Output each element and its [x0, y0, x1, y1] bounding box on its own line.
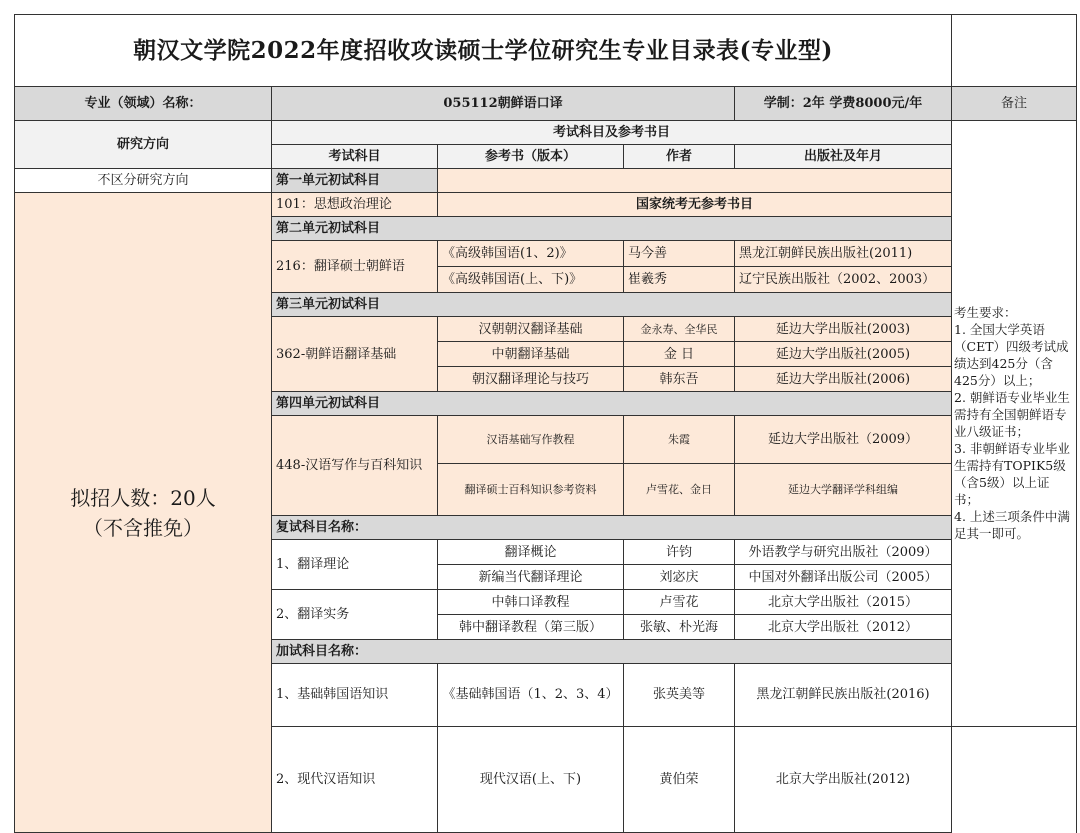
- col-publisher: 出版社及年月: [735, 145, 952, 169]
- additional-subject: 1、基础韩国语知识: [272, 664, 438, 727]
- publisher-cell: 北京大学出版社（2015）: [735, 590, 952, 615]
- enrollment-note: （不含推免）: [83, 515, 203, 540]
- subject-cell: 448-汉语写作与百科知识: [272, 416, 438, 516]
- requirement-item: 4. 上述三项条件中满足其一即可。: [954, 509, 1070, 542]
- publisher-cell: 黑龙江朝鲜民族出版社(2016): [735, 664, 952, 727]
- major-value: 055112朝鲜语口译: [272, 87, 735, 121]
- exam-group-header: 考试科目及参考书目: [272, 121, 952, 145]
- unit-filler: [438, 169, 952, 193]
- subject-cell: 362-朝鲜语翻译基础: [272, 317, 438, 392]
- book-cell: 汉语基础写作教程: [438, 416, 624, 464]
- additional-label: 加试科目名称：: [272, 640, 952, 664]
- requirements-title: 考生要求：: [954, 305, 1017, 321]
- publisher-cell: 延边大学出版社(2005): [735, 342, 952, 367]
- catalog-table: [14, 14, 1077, 833]
- author-cell: 崔羲秀: [624, 267, 735, 293]
- col-author: 作者: [624, 145, 735, 169]
- book-cell: 翻译硕士百科知识参考资料: [438, 464, 624, 516]
- publisher-cell: 延边大学出版社（2009）: [735, 416, 952, 464]
- requirement-item: 3. 非朝鲜语专业毕业生需持有TOPIK5级（含5级）以上证书；: [954, 441, 1070, 508]
- book-cell: 韩中翻译教程（第三版）: [438, 615, 624, 640]
- publisher-cell: 延边大学出版社(2003): [735, 317, 952, 342]
- book-cell: 现代汉语(上、下): [438, 726, 624, 832]
- author-cell: 刘宓庆: [624, 565, 735, 590]
- author-cell: 韩东吾: [624, 367, 735, 392]
- retest-label: 复试科目名称：: [272, 516, 952, 540]
- author-cell: 金永寿、全华民: [624, 317, 735, 342]
- author-cell: 马今善: [624, 241, 735, 267]
- book-cell: 《基础韩国语（1、2、3、4）: [438, 664, 624, 727]
- enrollment-count: 拟招人数：20人: [70, 485, 216, 510]
- direction-header: 研究方向: [15, 121, 272, 169]
- publisher-cell: 延边大学翻译学科组编: [735, 464, 952, 516]
- publisher-cell: 中国对外翻译出版公司（2005）: [735, 565, 952, 590]
- author-cell: 许钧: [624, 540, 735, 565]
- publisher-cell: 辽宁民族出版社（2002、2003）: [735, 267, 952, 293]
- no-reference-note: 国家统考无参考书目: [438, 193, 952, 217]
- book-cell: 《高级韩国语(1、2)》: [438, 241, 624, 267]
- publisher-cell: 黑龙江朝鲜民族出版社(2011): [735, 241, 952, 267]
- book-cell: 新编当代翻译理论: [438, 565, 624, 590]
- col-book: 参考书（版本）: [438, 145, 624, 169]
- subject-cell: 216：翻译硕士朝鲜语: [272, 241, 438, 293]
- direction-value: 不区分研究方向: [15, 169, 272, 193]
- retest-subject: 1、翻译理论: [272, 540, 438, 590]
- enrollment-cell: [15, 193, 272, 833]
- author-cell: 黄伯荣: [624, 726, 735, 832]
- requirement-item: 2. 朝鲜语专业毕业生需持有全国朝鲜语专业八级证书；: [954, 390, 1070, 440]
- remarks-header: 备注: [952, 87, 1077, 121]
- unit-label: 第四单元初试科目: [272, 392, 952, 416]
- author-cell: 张敏、朴光海: [624, 615, 735, 640]
- additional-subject: 2、现代汉语知识: [272, 726, 438, 832]
- author-cell: 卢雪花、金日: [624, 464, 735, 516]
- publisher-cell: 外语教学与研究出版社（2009）: [735, 540, 952, 565]
- unit-label: 第一单元初试科目: [272, 169, 438, 193]
- unit-label: 第二单元初试科目: [272, 217, 952, 241]
- book-cell: 《高级韩国语(上、下)》: [438, 267, 624, 293]
- catalog-sheet: [14, 14, 1076, 787]
- subject-cell: 101：思想政治理论: [272, 193, 438, 217]
- book-cell: 汉朝朝汉翻译基础: [438, 317, 624, 342]
- author-cell: 金 日: [624, 342, 735, 367]
- requirements-note: [952, 121, 1077, 727]
- publisher-cell: 延边大学出版社(2006): [735, 367, 952, 392]
- retest-subject: 2、翻译实务: [272, 590, 438, 640]
- book-cell: 翻译概论: [438, 540, 624, 565]
- book-cell: 朝汉翻译理论与技巧: [438, 367, 624, 392]
- unit-label: 第三单元初试科目: [272, 293, 952, 317]
- duration-fee: 学制：2年 学费8000元/年: [735, 87, 952, 121]
- author-cell: 卢雪花: [624, 590, 735, 615]
- book-cell: 中朝翻译基础: [438, 342, 624, 367]
- book-cell: 中韩口译教程: [438, 590, 624, 615]
- publisher-cell: 北京大学出版社（2012）: [735, 615, 952, 640]
- major-label: 专业（领域）名称：: [15, 87, 272, 121]
- requirement-item: 1. 全国大学英语（CET）四级考试成绩达到425分（含425分）以上；: [954, 322, 1069, 389]
- publisher-cell: 北京大学出版社(2012): [735, 726, 952, 832]
- author-cell: 张英美等: [624, 664, 735, 727]
- title-side-cell: [952, 15, 1077, 87]
- col-subject: 考试科目: [272, 145, 438, 169]
- page-title: 朝汉文学院2022年度招收攻读硕士学位研究生专业目录表(专业型): [15, 15, 952, 87]
- author-cell: 朱霞: [624, 416, 735, 464]
